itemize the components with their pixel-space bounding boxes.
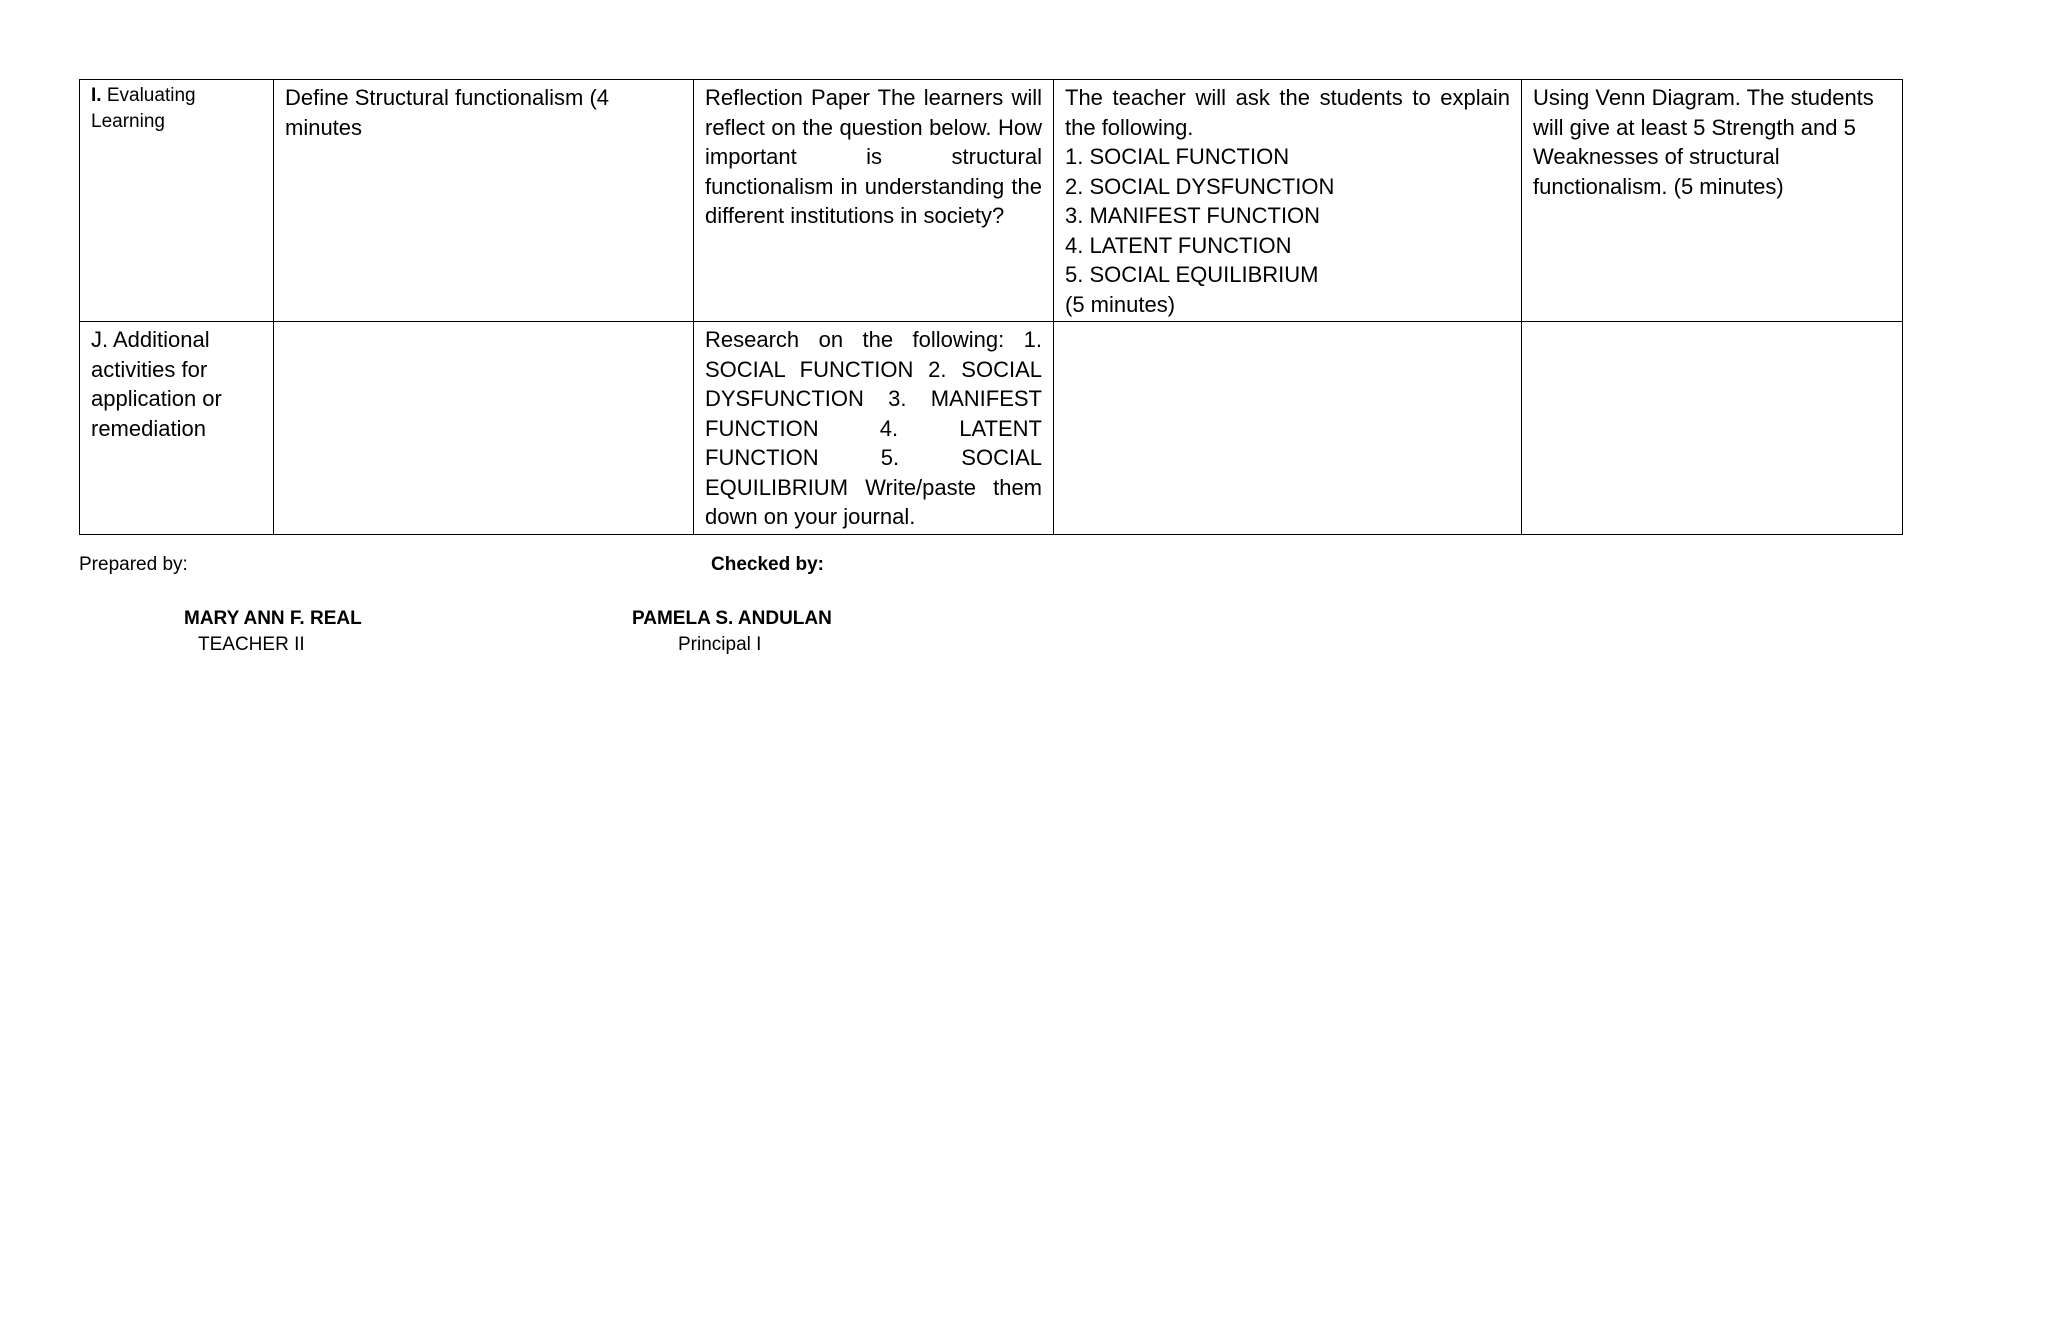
list-item: 5. SOCIAL EQUILIBRIUM: [1065, 262, 1319, 287]
row-label-evaluating-learning: [80, 80, 274, 322]
checker-name: PAMELA S. ANDULAN: [632, 608, 832, 629]
preparer-name: MARY ANN F. REAL: [184, 608, 362, 629]
cell-empty: [1522, 322, 1903, 535]
lesson-plan-table: [79, 79, 1903, 535]
row-label-text: J. Additional activities for application or remediation: [91, 327, 222, 441]
cell-intro-text: The teacher will ask the students to explain the following.: [1065, 85, 1510, 140]
prepared-by-label: Prepared by:: [79, 554, 188, 575]
cell-teacher-explain: [1054, 80, 1522, 322]
cell-text: Reflection Paper The learners will reflect on the question below. How important is structural functionalism in understanding the different institutions in society?: [705, 85, 1042, 228]
cell-empty: [274, 322, 694, 535]
cell-empty: [1054, 322, 1522, 535]
preparer-title: TEACHER II: [198, 634, 305, 655]
list-item: 4. LATENT FUNCTION: [1065, 232, 1292, 258]
table-row-additional-activities: [80, 322, 1903, 535]
row-label-prefix: I.: [91, 85, 102, 106]
list-item: 3. MANIFEST FUNCTION: [1065, 203, 1321, 228]
checker-title: Principal I: [678, 634, 762, 655]
cell-text: Research on the following: 1. SOCIAL FUNCTION 2. SOCIAL DYSFUNCTION 3. MANIFEST FUNCTION 4. LATENT FUNCTION 5. SOCIAL EQUILIBRIUM Write/paste them down on your journal.: [705, 327, 1042, 529]
time-note: (5 minutes): [1065, 291, 1176, 317]
cell-venn-diagram: [1522, 80, 1903, 322]
row-label-text: Evaluating Learning: [91, 85, 196, 132]
cell-research: [694, 322, 1054, 535]
list-item: 2. SOCIAL DYSFUNCTION: [1065, 173, 1335, 199]
cell-text: Using Venn Diagram. The students will give at least 5 Strength and 5 Weaknesses of structural functionalism. (5 minutes): [1533, 85, 1874, 199]
list-item: 1. SOCIAL FUNCTION: [1065, 144, 1290, 169]
checked-by-label: Checked by:: [711, 554, 824, 575]
cell-text: Define Structural functionalism (4 minutes: [285, 85, 610, 140]
cell-define-structural-functionalism: [274, 80, 694, 322]
table-row-evaluating-learning: [80, 80, 1903, 322]
row-label-additional-activities: [80, 322, 274, 535]
cell-reflection-paper: [694, 80, 1054, 322]
